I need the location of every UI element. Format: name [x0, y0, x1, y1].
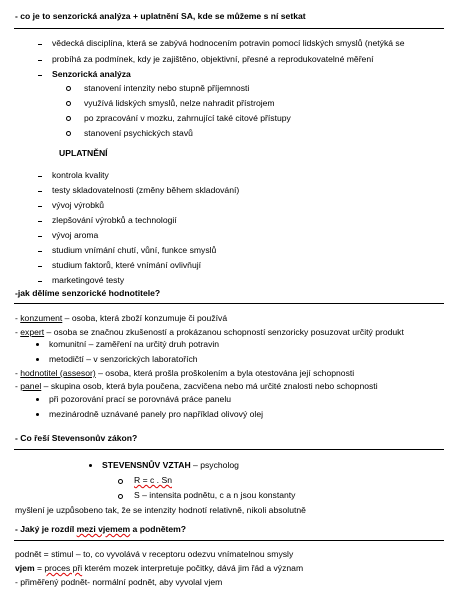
- formula-text: R = c . Sn: [134, 475, 172, 485]
- dash-bullet: [38, 251, 42, 252]
- heading-part: - Jaký je rozdíl: [15, 524, 77, 534]
- section-divider: [14, 540, 444, 541]
- list-item: metodičtí – v senzorických laboratořích: [49, 354, 198, 364]
- dot-bullet: [36, 398, 39, 401]
- list-item: marketingové testy: [52, 275, 125, 285]
- list-item: vědecká disciplína, která se zabývá hodnocením potravin pomocí lidských smyslů (netýká se: [52, 38, 405, 48]
- list-item: stanovení intenzity nebo stupně příjemnosti: [84, 83, 250, 93]
- vjem-line: [15, 563, 303, 574]
- dash-bullet: [38, 221, 42, 222]
- dash-bullet: [38, 60, 42, 61]
- section-divider: [14, 303, 444, 304]
- circle-bullet: [66, 101, 71, 106]
- expert-desc: – osoba se značnou zkušeností a prokázanou schopností senzoricky posuzovat určitý produkt: [44, 327, 404, 337]
- vztah-label: STEVENSNŮV VZTAH: [102, 460, 191, 470]
- list-item: zlepšování výrobků a technologií: [52, 215, 177, 225]
- circle-bullet: [66, 86, 71, 91]
- list-item: komunitní – zaměření na určitý druh potravin: [49, 339, 220, 349]
- panel-term: panel: [20, 381, 42, 391]
- list-item: mezinárodně uznávané panely pro například olivový olej: [49, 409, 264, 419]
- panel-desc: – skupina osob, která byla poučena, zacvičena nebo má určité znalosti nebo schopnosti: [41, 381, 378, 391]
- list-item: stanovení psychických stavů: [84, 128, 193, 138]
- expert-line: - expert – osoba se značnou zkušeností a prokázanou schopností senzoricky posuzovat určitý produkt: [15, 327, 404, 337]
- dash-bullet: [38, 266, 42, 267]
- s-line: S – intensita podnětu, c a n jsou konstanty: [134, 490, 296, 500]
- dash-bullet: [38, 206, 42, 207]
- list-item: vývoj výrobků: [52, 200, 105, 210]
- vztah-line: [102, 460, 239, 471]
- vjem-desc: kterém mozek interpretuje počitky, dává jim řád a význam: [82, 563, 304, 573]
- vjem-eq: =: [34, 563, 45, 573]
- podnet-line: podnět = stimul – to, co vyvolává v receptoru odezvu vnímatelnou smysly: [15, 549, 294, 559]
- dash-bullet: [38, 75, 42, 76]
- konzument-term: konzument: [20, 313, 63, 323]
- vztah-desc: – psycholog: [190, 460, 239, 470]
- heading-stevenson: - Co řeší Stevensonův zákon?: [15, 433, 138, 443]
- formula: [134, 475, 172, 486]
- summary-line: myšlení je uzpůsobeno tak, že se intenzity hodnotí relativně, nikoli absolutně: [15, 505, 306, 515]
- panel-line: - panel – skupina osob, která byla poučena, zacvičena nebo má určité znalosti nebo schopnosti: [15, 381, 378, 391]
- expert-term: expert: [20, 327, 45, 337]
- list-item: probíhá za podmínek, kdy je zajištěno, objektivní, přesné a reprodukovatelné měření: [52, 54, 374, 64]
- dash-bullet: [38, 191, 42, 192]
- uplatneni-heading: UPLATNĚNÍ: [59, 148, 108, 158]
- hodnotitel-desc: – osoba, která prošla proškolením a byla otestována její schopnosti: [95, 368, 355, 378]
- hodnotitel-line: - hodnotitel (assesor) – osoba, která prošla proškolením a byla otestována její schopnosti: [15, 368, 355, 378]
- vjem-term: vjem: [15, 563, 35, 573]
- dot-bullet: [36, 413, 39, 416]
- list-item: využívá lidských smyslů, nelze nahradit přístrojem: [84, 98, 275, 108]
- circle-bullet: [118, 494, 123, 499]
- circle-bullet: [118, 479, 123, 484]
- circle-bullet: [66, 116, 71, 121]
- section-divider: [14, 449, 444, 450]
- heading-senzoricka-analyza: - co je to senzorická analýza + uplatnění SA, kde se můžeme s ní setkat: [15, 11, 306, 21]
- dot-bullet: [36, 358, 39, 361]
- list-item: studium faktorů, které vnímání ovlivňují: [52, 260, 202, 270]
- list-item: po zpracování v mozku, zahrnující také citové přístupy: [84, 113, 291, 123]
- heading-hodnotitele: -jak dělíme senzorické hodnotitele?: [15, 288, 161, 298]
- sa-label: Senzorická analýza: [52, 69, 131, 79]
- vjem-part: proces při: [44, 563, 83, 573]
- section-divider: [14, 28, 444, 29]
- heading-vjem-podnet: [15, 524, 186, 535]
- dash-bullet: [38, 176, 42, 177]
- list-item: kontrola kvality: [52, 170, 109, 180]
- primereny-line: - přiměřený podnět- normální podnět, aby vyvolal vjem: [15, 577, 223, 587]
- list-item: studium vnímání chutí, vůní, funkce smyslů: [52, 245, 217, 255]
- dash-bullet: [38, 236, 42, 237]
- list-item: testy skladovatelnosti (změny během skladování): [52, 185, 240, 195]
- circle-bullet: [66, 131, 71, 136]
- list-item: při pozorování prací se porovnává práce panelu: [49, 394, 232, 404]
- dot-bullet: [89, 464, 92, 467]
- konzument-desc: – osoba, která zboží konzumuje či používá: [62, 313, 228, 323]
- konzument-line: - konzument – osoba, která zboží konzumuje či používá: [15, 313, 228, 323]
- heading-part: a podnětem?: [130, 524, 187, 534]
- list-item: vývoj aroma: [52, 230, 99, 240]
- dot-bullet: [36, 343, 39, 346]
- dash-bullet: [38, 44, 42, 45]
- heading-part: mezi vjemem: [76, 524, 131, 534]
- dash-bullet: [38, 281, 42, 282]
- hodnotitel-term: hodnotitel (assesor): [20, 368, 96, 378]
